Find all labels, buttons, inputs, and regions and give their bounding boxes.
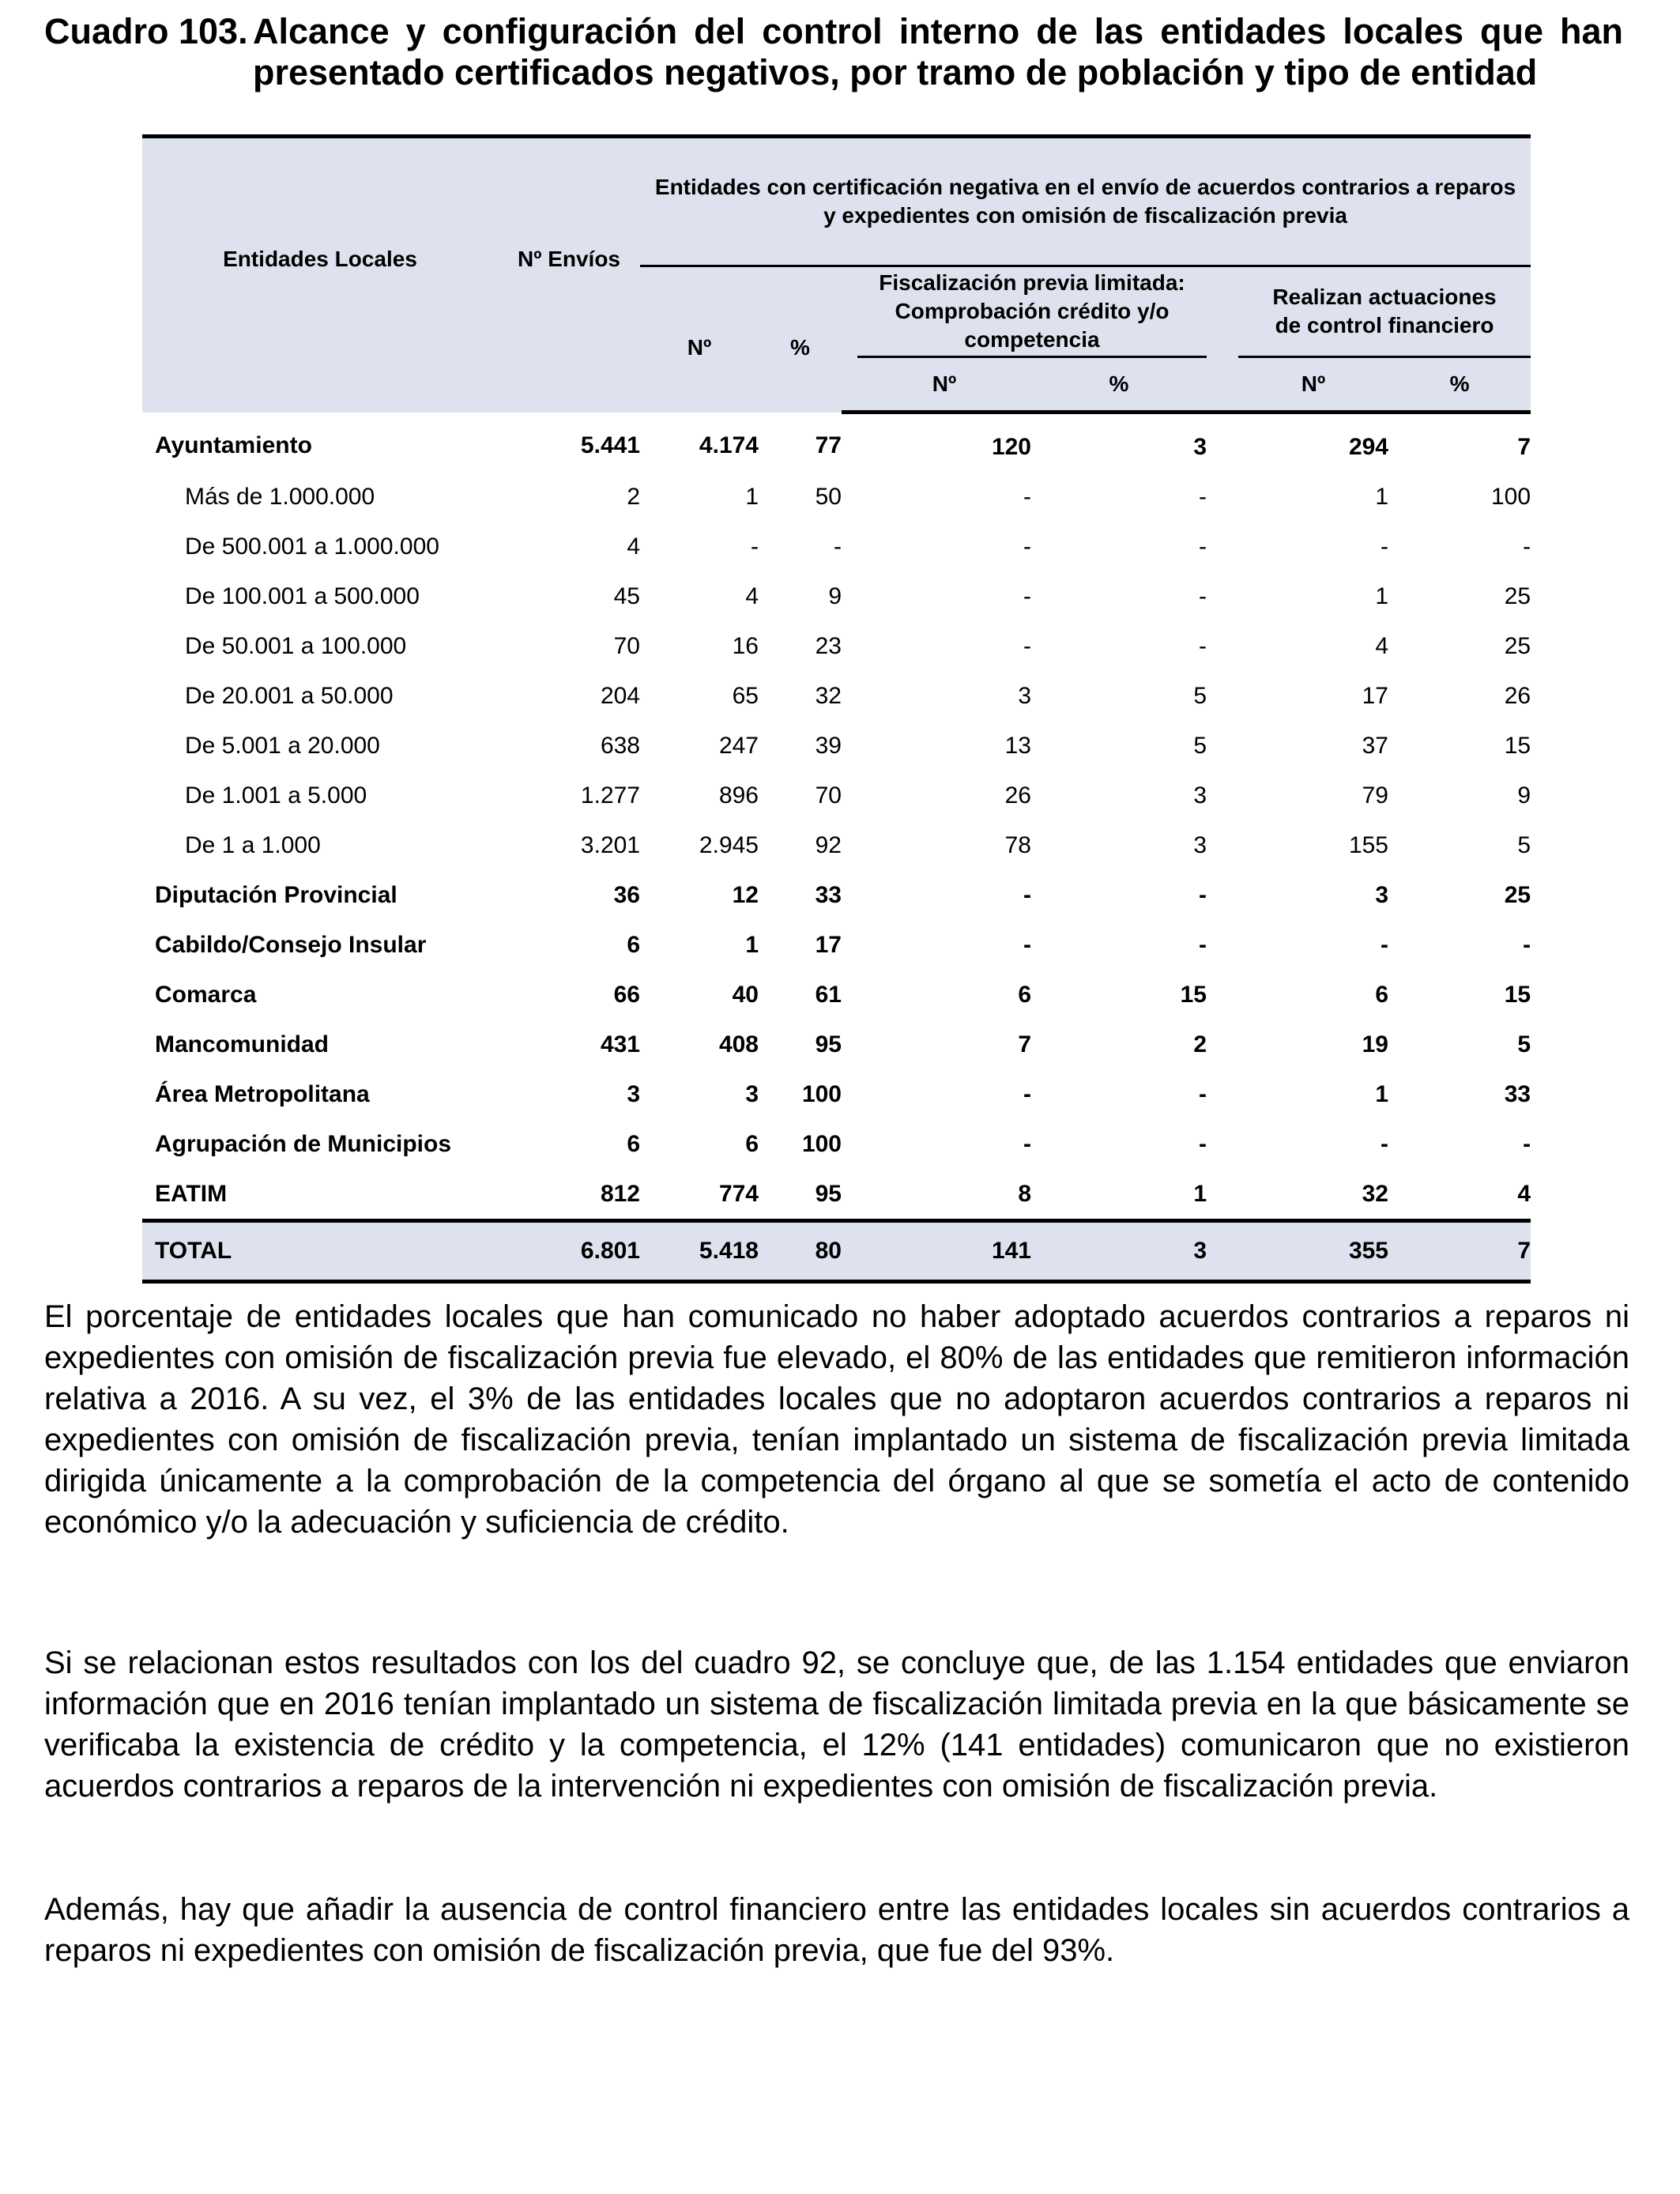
row-name: De 5.001 a 20.000 [185, 732, 380, 759]
row-ctrl-n: 32 [1362, 1180, 1388, 1207]
total-n: 5.418 [640, 1221, 759, 1282]
row-pct: 39 [815, 732, 842, 759]
row-pct: 23 [815, 632, 842, 659]
table-row [142, 1169, 1531, 1221]
row-fisc-n: - [1023, 1130, 1031, 1157]
row-pct: 95 [815, 1180, 842, 1207]
row-envios: 3.201 [580, 831, 640, 858]
row-ctrl-pct: - [1523, 533, 1531, 560]
row-pct: 50 [815, 483, 842, 510]
row-name: Ayuntamiento [155, 432, 312, 459]
row-ctrl-n: 79 [1362, 782, 1388, 809]
total-ctrl-pct: 7 [1388, 1221, 1531, 1282]
row-fisc-n: 78 [1004, 831, 1031, 858]
row-fisc-pct: - [1199, 931, 1207, 958]
table-total-row [142, 1221, 1531, 1282]
row-pct: 32 [815, 682, 842, 709]
row-name: Cabildo/Consejo Insular [155, 931, 427, 958]
row-envios: 638 [600, 732, 640, 759]
row-n: 16 [732, 632, 759, 659]
row-ctrl-n: 294 [1348, 433, 1388, 460]
row-n: 4 [745, 582, 759, 609]
header-group-control-financiero: Realizan actuaciones de control financiero [1238, 266, 1531, 357]
row-n: 3 [745, 1080, 759, 1107]
row-fisc-n: - [1023, 931, 1031, 958]
row-fisc-pct: 3 [1193, 433, 1207, 460]
table-body [142, 413, 1531, 1221]
row-fisc-n: - [1023, 632, 1031, 659]
caption-label: Cuadro 103. [44, 11, 248, 51]
row-ctrl-pct: 9 [1517, 782, 1531, 809]
row-name: De 20.001 a 50.000 [185, 682, 394, 709]
row-fisc-pct: 1 [1193, 1180, 1207, 1207]
row-pct: 100 [801, 1130, 842, 1157]
table-caption [44, 11, 1623, 93]
row-envios: 4 [627, 533, 640, 560]
row-ctrl-n: - [1381, 533, 1388, 560]
row-envios: 5.441 [580, 432, 640, 459]
row-envios: 2 [627, 483, 640, 510]
paragraph-3: Además, hay que añadir la ausencia de control financiero entre las entidades locales sin acuerdos contrarios a reparos ni expedientes con omisión de fiscalización previa, que fue del 93%. [44, 1892, 1629, 1968]
row-ctrl-n: - [1381, 1130, 1388, 1157]
header-ctrl-pct: % [1388, 357, 1531, 413]
row-fisc-pct: 2 [1193, 1031, 1207, 1057]
row-envios: 812 [600, 1180, 640, 1207]
row-ctrl-pct: 100 [1491, 483, 1531, 510]
row-n: 896 [718, 782, 759, 809]
row-n: 2.945 [699, 831, 759, 858]
header-group-certificacion: Entidades con certificación negativa en el envío de acuerdos contrarios a reparos y expedientes con omisión de fiscalización previa [640, 137, 1531, 266]
row-n: 408 [718, 1031, 759, 1057]
row-fisc-n: 3 [1018, 682, 1031, 709]
row-pct: 92 [815, 831, 842, 858]
caption-title-line-1: Alcance y configuración del control interno de las entidades locales que han [253, 11, 1623, 51]
row-fisc-pct: - [1199, 1130, 1207, 1157]
table-row [142, 413, 1531, 473]
row-pct: 100 [801, 1080, 842, 1107]
row-name: Diputación Provincial [155, 881, 397, 908]
paragraph-1: El porcentaje de entidades locales que han comunicado no haber adoptado acuerdos contrarios a reparos ni expedientes con omisión de fiscalización previa fue elevado, el 80% de las entidades que remitieron información relativa a 2016. A su vez, el 3% de las entidades locales que no adoptaron acuerdos contrarios a reparos ni expedientes con omisión de fiscalización previa, tenían implantado un sistema de fiscalización previa limitada dirigida únicamente a la comprobación de la competencia del órgano al que se sometía el acto de contenido económico y/o la adecuación y suficiencia de crédito. [44, 1299, 1629, 1540]
total-label: TOTAL [142, 1221, 498, 1282]
row-fisc-n: 8 [1018, 1180, 1031, 1207]
row-name: Agrupación de Municipios [155, 1130, 452, 1157]
row-fisc-pct: 3 [1193, 831, 1207, 858]
row-name: Mancomunidad [155, 1031, 330, 1057]
row-ctrl-pct: 5 [1517, 1031, 1531, 1057]
row-fisc-pct: - [1199, 881, 1207, 908]
row-fisc-n: - [1023, 881, 1031, 908]
caption-title-line-2: presentado certificados negativos, por tramo de población y tipo de entidad [253, 52, 1538, 92]
total-envios: 6.801 [498, 1221, 640, 1282]
total-fisc-n: 141 [857, 1221, 1031, 1282]
row-ctrl-n: 17 [1362, 682, 1388, 709]
header-fisc-pct: % [1031, 357, 1207, 413]
row-pct: 61 [815, 981, 842, 1008]
row-pct: 70 [815, 782, 842, 809]
header-entidades: Entidades Locales [142, 137, 498, 413]
row-ctrl-n: 1 [1375, 483, 1388, 510]
row-ctrl-pct: 25 [1504, 632, 1531, 659]
row-ctrl-pct: 26 [1504, 682, 1531, 709]
total-fisc-pct: 3 [1031, 1221, 1207, 1282]
table-row [142, 522, 1531, 571]
table-row [142, 970, 1531, 1020]
row-n: 4.174 [699, 432, 759, 459]
row-ctrl-n: 1 [1375, 582, 1388, 609]
table-row [142, 820, 1531, 870]
row-envios: 36 [613, 881, 640, 908]
row-fisc-pct: - [1199, 483, 1207, 510]
table-row [142, 621, 1531, 671]
row-envios: 3 [627, 1080, 640, 1107]
table-row [142, 870, 1531, 920]
table-row [142, 1119, 1531, 1169]
row-name: De 500.001 a 1.000.000 [185, 533, 439, 560]
row-name: EATIM [155, 1180, 228, 1207]
row-ctrl-n: 3 [1375, 881, 1388, 908]
row-ctrl-pct: 5 [1517, 831, 1531, 858]
row-ctrl-n: 6 [1375, 981, 1388, 1008]
row-ctrl-n: 4 [1375, 632, 1388, 659]
row-fisc-n: 7 [1018, 1031, 1031, 1057]
control-interno-table [142, 134, 1531, 1284]
row-ctrl-pct: - [1523, 931, 1531, 958]
row-envios: 66 [613, 981, 640, 1008]
row-fisc-pct: 15 [1180, 981, 1207, 1008]
row-fisc-pct: - [1199, 632, 1207, 659]
row-name: De 1.001 a 5.000 [185, 782, 367, 809]
row-n: 1 [745, 931, 759, 958]
row-name: De 100.001 a 500.000 [185, 582, 420, 609]
header-pct: % [759, 266, 842, 413]
row-ctrl-pct: 4 [1517, 1180, 1531, 1207]
row-n: 65 [732, 682, 759, 709]
row-fisc-n: 120 [991, 433, 1031, 460]
row-ctrl-n: 19 [1362, 1031, 1388, 1057]
row-n: 1 [745, 483, 759, 510]
row-ctrl-pct: 25 [1504, 582, 1531, 609]
row-fisc-pct: 5 [1193, 732, 1207, 759]
total-pct: 80 [759, 1221, 842, 1282]
row-fisc-pct: - [1199, 1080, 1207, 1107]
row-envios: 204 [600, 682, 640, 709]
row-n: 247 [718, 732, 759, 759]
row-fisc-n: 26 [1004, 782, 1031, 809]
table-row [142, 920, 1531, 970]
row-envios: 6 [627, 931, 640, 958]
row-ctrl-n: 1 [1375, 1080, 1388, 1107]
header-group-fiscalizacion: Fiscalización previa limitada: Comprobación crédito y/o competencia [857, 266, 1207, 357]
row-fisc-pct: 3 [1193, 782, 1207, 809]
row-n: - [751, 533, 759, 560]
row-name: De 1 a 1.000 [185, 831, 321, 858]
row-fisc-n: - [1023, 483, 1031, 510]
table-row [142, 771, 1531, 820]
row-pct: - [834, 533, 842, 560]
table-row [142, 1020, 1531, 1069]
row-envios: 70 [613, 632, 640, 659]
row-ctrl-pct: 33 [1504, 1080, 1531, 1107]
table-row [142, 571, 1531, 621]
row-fisc-n: - [1023, 1080, 1031, 1107]
row-fisc-n: - [1023, 533, 1031, 560]
row-ctrl-n: 37 [1362, 732, 1388, 759]
row-name: Más de 1.000.000 [185, 483, 375, 510]
row-fisc-pct: 5 [1193, 682, 1207, 709]
row-fisc-pct: - [1199, 533, 1207, 560]
table-row [142, 721, 1531, 771]
row-name: De 50.001 a 100.000 [185, 632, 407, 659]
row-pct: 77 [815, 432, 842, 459]
table-row [142, 472, 1531, 522]
row-pct: 9 [828, 582, 842, 609]
row-ctrl-pct: 25 [1504, 881, 1531, 908]
row-envios: 6 [627, 1130, 640, 1157]
paragraph-2: Si se relacionan estos resultados con los del cuadro 92, se concluye que, de las 1.154 entidades que enviaron información que en 2016 tenían implantado un sistema de fiscalización limitada previa en la que básicamente se verificaba la existencia de crédito y la competencia, el 12% (141 entidades) comunicaron que no existieron acuerdos contrarios a reparos de la intervención ni expedientes con omisión de fiscalización previa. [44, 1646, 1629, 1804]
table-row [142, 671, 1531, 721]
row-envios: 45 [613, 582, 640, 609]
header-fisc-n: Nº [857, 357, 1031, 413]
row-ctrl-pct: 15 [1504, 732, 1531, 759]
row-fisc-n: 6 [1018, 981, 1031, 1008]
row-pct: 95 [815, 1031, 842, 1057]
row-pct: 17 [815, 931, 842, 958]
row-ctrl-pct: - [1523, 1130, 1531, 1157]
row-n: 12 [732, 881, 759, 908]
row-ctrl-n: - [1381, 931, 1388, 958]
row-n: 40 [732, 981, 759, 1008]
row-ctrl-n: 155 [1348, 831, 1388, 858]
row-ctrl-pct: 7 [1517, 433, 1531, 460]
table-row [142, 1069, 1531, 1119]
row-ctrl-pct: 15 [1504, 981, 1531, 1008]
header-n: Nº [640, 266, 759, 413]
row-fisc-n: - [1023, 582, 1031, 609]
row-envios: 1.277 [580, 782, 640, 809]
row-name: Área Metropolitana [155, 1080, 370, 1107]
row-fisc-n: 13 [1004, 732, 1031, 759]
row-n: 774 [718, 1180, 759, 1207]
row-fisc-pct: - [1199, 582, 1207, 609]
total-ctrl-n: 355 [1238, 1221, 1388, 1282]
header-envios: Nº Envíos [498, 137, 640, 413]
row-n: 6 [745, 1130, 759, 1157]
row-pct: 33 [815, 881, 842, 908]
row-envios: 431 [600, 1031, 640, 1057]
header-ctrl-n: Nº [1238, 357, 1388, 413]
row-name: Comarca [155, 981, 257, 1008]
